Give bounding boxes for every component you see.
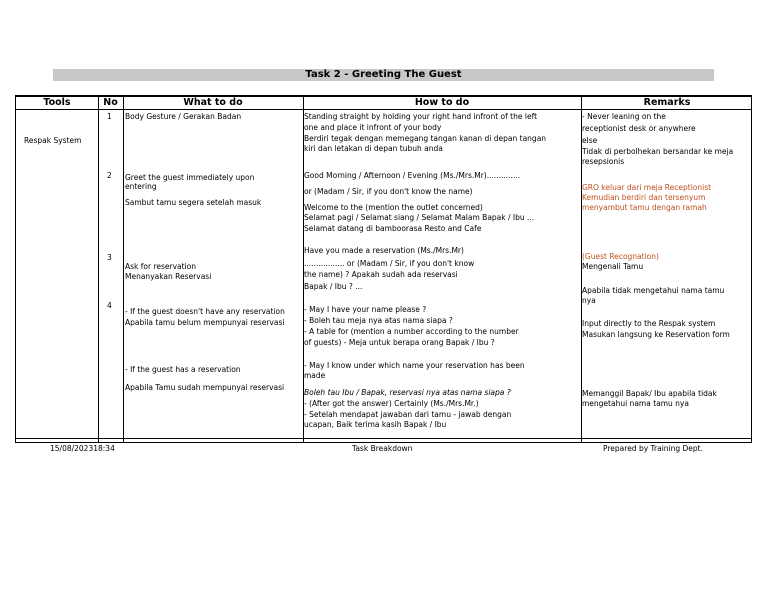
how-text: Good Morning / Afternoon / Evening (Ms./Mrs.Mr).............. xyxy=(304,171,521,180)
header-how: How to do xyxy=(414,97,470,108)
how-text: Selamat pagi / Selamat siang / Selamat Malam Bapak / Ibu ... xyxy=(304,213,535,222)
how-text: - May I have your name please ? xyxy=(304,305,427,314)
how-text: or (Madam / Sir, if you don't know the name) xyxy=(304,187,473,196)
how-text: - (After got the answer) Certainly (Ms./Mrs.Mr.) xyxy=(304,399,479,408)
how-text: the name) ? Apakah sudah ada reservasi xyxy=(304,270,458,279)
header-tools: Tools xyxy=(43,97,71,108)
header-what: What to do xyxy=(183,97,243,108)
col-divider xyxy=(123,96,124,442)
what-text: - If the guest has a reservation xyxy=(125,365,241,374)
what-text: Sambut tamu segera setelah masuk xyxy=(125,198,262,207)
remarks-text: menyambut tamu dengan ramah xyxy=(582,203,707,212)
how-text: ucapan, Baik terima kasih Bapak / Ibu xyxy=(304,420,447,429)
what-text: entering xyxy=(125,182,157,191)
how-text: kiri dan letakan di depan tubuh anda xyxy=(304,144,443,153)
page-title: Task 2 - Greeting The Guest xyxy=(53,69,714,81)
how-text: - A table for (mention a number according to the number xyxy=(304,327,519,336)
remarks-text: receptionist desk or anywhere xyxy=(582,124,696,133)
col-divider xyxy=(98,96,99,442)
remarks-text: (Guest Recognation) xyxy=(582,252,659,261)
table-bottom-border xyxy=(16,438,751,439)
remarks-text: Input directly to the Respak system xyxy=(582,319,716,328)
how-text: - May I know under which name your reservation has been xyxy=(304,361,525,370)
header-remarks: Remarks xyxy=(643,97,691,108)
row-no: 1 xyxy=(107,112,112,121)
remarks-text: Kemudian berdiri dan tersenyum xyxy=(582,193,706,202)
remarks-text: else xyxy=(582,136,598,145)
how-text: one and place it infront of your body xyxy=(304,123,442,132)
row-no: 2 xyxy=(107,171,112,180)
remarks-text: Masukan langsung ke Reservation form xyxy=(582,330,730,339)
remarks-text: Tidak di perbolhekan bersandar ke meja xyxy=(582,147,734,156)
how-text: Berdiri tegak dengan memegang tangan kanan di depan tangan xyxy=(304,134,547,143)
header-bottom-border xyxy=(16,109,751,110)
what-text: Apabila Tamu sudah mempunyai reservasi xyxy=(125,383,285,392)
how-text: - Setelah mendapat jawaban dari tamu - jawab dengan xyxy=(304,410,512,419)
task-table xyxy=(15,95,752,443)
how-text: ................. or (Madam / Sir, if you don't know xyxy=(304,259,475,268)
how-text: - Boleh tau meja nya atas nama siapa ? xyxy=(304,316,453,325)
how-text: Standing straight by holding your right hand infront of the left xyxy=(304,112,538,121)
how-text: of guests) - Meja untuk berapa orang Bapak / Ibu ? xyxy=(304,338,495,347)
what-text: - If the guest doesn't have any reservation xyxy=(125,307,285,316)
how-text: Boleh tau Ibu / Bapak, reservasi nya atas nama siapa ? xyxy=(304,388,511,397)
remarks-text: GRO keluar dari meja Receptionist xyxy=(582,183,712,192)
remarks-text: resepsionis xyxy=(582,157,625,166)
row-no: 3 xyxy=(107,253,112,262)
what-text: Body Gesture / Gerakan Badan xyxy=(125,112,242,121)
remarks-text: - Never leaning on the xyxy=(582,112,666,121)
remarks-text: mengetahui nama tamu nya xyxy=(582,399,689,408)
how-text: Welcome to the (mention the outlet concerned) xyxy=(304,203,483,212)
footer-center: Task Breakdown xyxy=(352,444,413,453)
remarks-text: Memanggil Bapak/ Ibu apabila tidak xyxy=(582,389,717,398)
how-text: made xyxy=(304,371,326,380)
footer-datetime: 15/08/202318:34 xyxy=(50,444,115,453)
what-text: Apabila tamu belum mempunyai reservasi xyxy=(125,318,285,327)
footer-right: Prepared by Training Dept. xyxy=(603,444,703,453)
how-text: Have you made a reservation (Ms./Mrs.Mr) xyxy=(304,246,464,255)
row-no: 4 xyxy=(107,301,112,310)
tools-cell: Respak System xyxy=(24,136,82,145)
remarks-text: Mengenali Tamu xyxy=(582,262,644,271)
header-no: No xyxy=(103,97,118,108)
how-text: Selamat datang di bamboorasa Resto and Cafe xyxy=(304,224,482,233)
remarks-text: Apabila tidak mengetahui nama tamu xyxy=(582,286,725,295)
how-text: Bapak / Ibu ? ... xyxy=(304,282,363,291)
what-text: Greet the guest immediately upon xyxy=(125,173,255,182)
remarks-text: nya xyxy=(582,296,596,305)
what-text: Ask for reservation xyxy=(125,262,197,271)
what-text: Menanyakan Reservasi xyxy=(125,272,212,281)
